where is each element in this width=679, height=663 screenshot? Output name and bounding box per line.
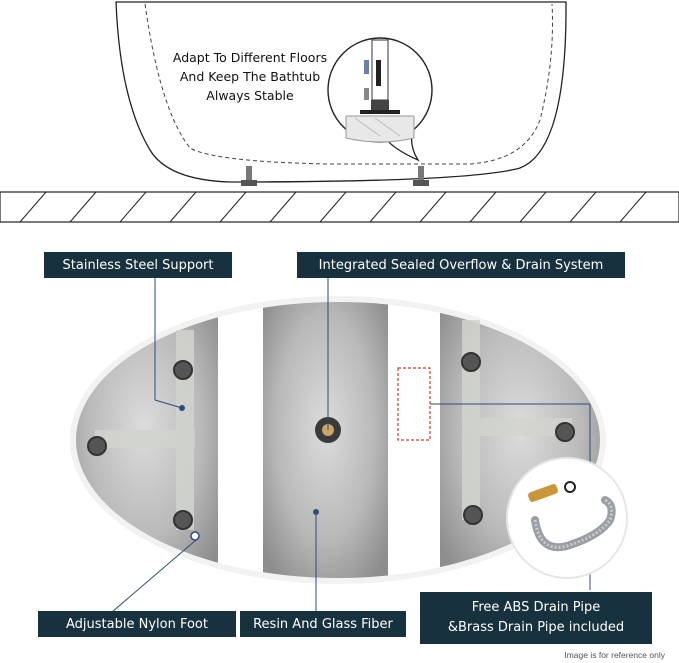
label-nylon-text: Adjustable Nylon Foot	[66, 616, 208, 632]
reference-note: Image is for reference only	[564, 650, 665, 660]
label-stainless-text: Stainless Steel Support	[62, 257, 214, 273]
label-overflow-drain-system	[297, 252, 625, 278]
label-resin-text: Resin And Glass Fiber	[253, 616, 393, 632]
drain-pipe-inset	[507, 458, 627, 578]
label-overflow-text: Integrated Sealed Overflow & Drain System	[318, 257, 604, 273]
bathtub-side-diagram	[0, 0, 679, 232]
label-drain-pipe-included	[420, 592, 652, 644]
label-drain-line-1: Free ABS Drain Pipe	[471, 600, 601, 615]
callout-line-3: Always Stable	[206, 88, 294, 103]
callout-line-2: And Keep The Bathtub	[179, 69, 321, 84]
label-resin-glass-fiber	[240, 611, 406, 637]
label-adjustable-nylon-foot	[38, 611, 236, 637]
callout-line-1: Adapt To Different Floors	[172, 50, 328, 65]
label-drain-line-2: &Brass Drain Pipe included	[447, 620, 625, 635]
label-stainless-steel-support	[44, 252, 232, 278]
stability-callout	[160, 48, 340, 105]
